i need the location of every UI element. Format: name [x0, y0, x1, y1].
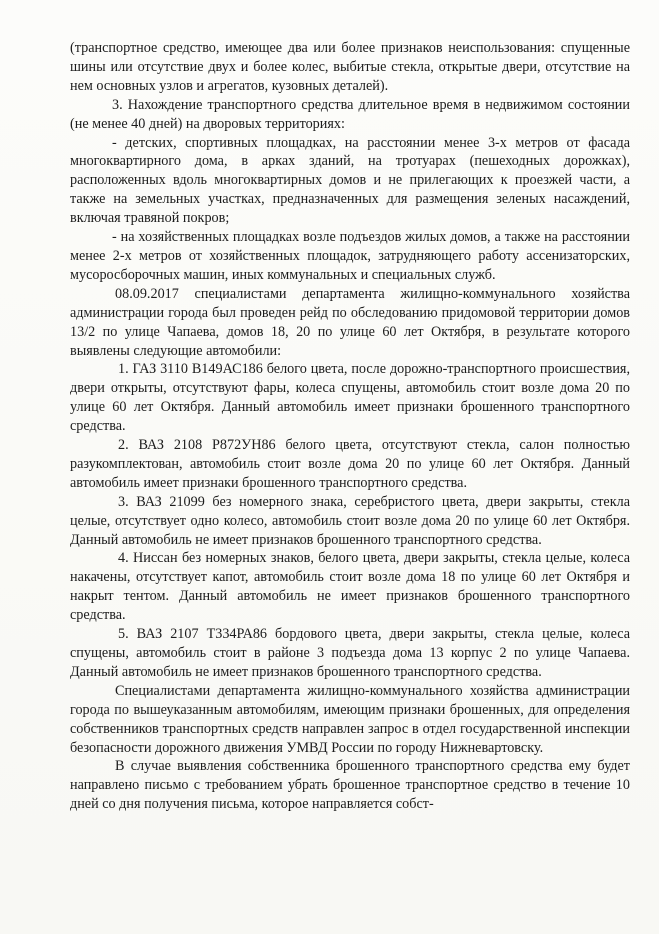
paragraph-owner-notice: В случае выявления собственника брошенного транспортного средства ему будет направлено письмо с требованием убрать брошенное транспортное средство в течение 10 дней со дня получения письма, которое направляется собст-	[70, 758, 630, 813]
paragraph-car-1: 1. ГАЗ 3110 В149АС186 белого цвета, после дорожно-транспортного происшествия, двери открыты, отсутствуют фары, колеса спущены, автомобиль стоит возле дома 20 по улице 60 лет Октября. Данный автомобиль имеет признаки брошенного транспортного средства.	[70, 361, 630, 435]
paragraph-bullet-playgrounds: - детских, спортивных площадках, на расстоянии менее 3-х метров от фасада многоквартирного дома, в арках зданий, на тротуарах (пешеходных дорожках), расположенных вдоль многоквартирных домов и не прилегающих к проезжей части, а также на земельных участках, предназначенных для размещения зеленых насаждений, включая травяной покров;	[70, 134, 630, 227]
document-body	[70, 39, 630, 814]
paragraph-bullet-utility-areas: - на хозяйственных площадках возле подъездов жилых домов, а также на расстоянии менее 2-х метров от хозяйственных площадок, затрудняющего работу ассенизаторских, мусоросборочных машин, иных коммунальных и специальных служб.	[70, 229, 630, 283]
paragraph-car-4: 4. Ниссан без номерных знаков, белого цвета, двери закрыты, стекла целые, колеса накачены, отсутствует капот, автомобиль стоит возле дома 18 по улице 60 лет Октября и накрыт тентом. Данный автомобиль не имеет признаков брошенного транспортного средства.	[70, 550, 630, 624]
paragraph-car-5: 5. ВАЗ 2107 Т334РА86 бордового цвета, двери закрыты, стекла целые, колеса спущены, автомобиль стоит в районе 3 подъезда дома 13 корпус 2 по улице Чапаева. Данный автомобиль не имеет признаков брошенного транспортного средства.	[70, 626, 630, 680]
paragraph-criterion-3: 3. Нахождение транспортного средства длительное время в недвижимом состоянии (не менее 40 дней) на дворовых территориях:	[70, 96, 630, 132]
paragraph-car-3: 3. ВАЗ 21099 без номерного знака, серебристого цвета, двери закрыты, стекла целые, отсутствует одно колесо, автомобиль стоит возле дома 20 по улице 60 лет Октября. Данный автомобиль не имеет признаков брошенного транспортного средства.	[70, 493, 630, 548]
paragraph-raid-intro: 08.09.2017 специалистами департамента жилищно-коммунального хозяйства администрации города был проведен рейд по обследованию придомовой территории домов 13/2 по улице Чапаева, домов 18, 20 по улице 60 лет Октября, в результате которого выявлены следующие автомобили:	[70, 285, 630, 359]
paragraph-car-2: 2. ВАЗ 2108 Р872УН86 белого цвета, отсутствуют стекла, салон полностью разукомплектован, автомобиль стоит возле дома 20 по улице 60 лет Октября. Данный автомобиль имеет признаки брошенного транспортного средства.	[70, 437, 630, 491]
paragraph-request: Специалистами департамента жилищно-коммунального хозяйства администрации города по вышеуказанным автомобилям, имеющим признаки брошенных, для определения собственников транспортных средств направлен запрос в отдел государственной инспекции безопасности дорожного движения УМВД России по городу Нижневартовску.	[70, 682, 630, 756]
paragraph-criteria-continuation: (транспортное средство, имеющее два или более признаков неиспользования: спущенные шины или отсутствие двух и более колес, выбитые стекла, открытые двери, отсутствие на нем основных узлов и агрегатов, кузовных деталей).	[70, 40, 630, 94]
